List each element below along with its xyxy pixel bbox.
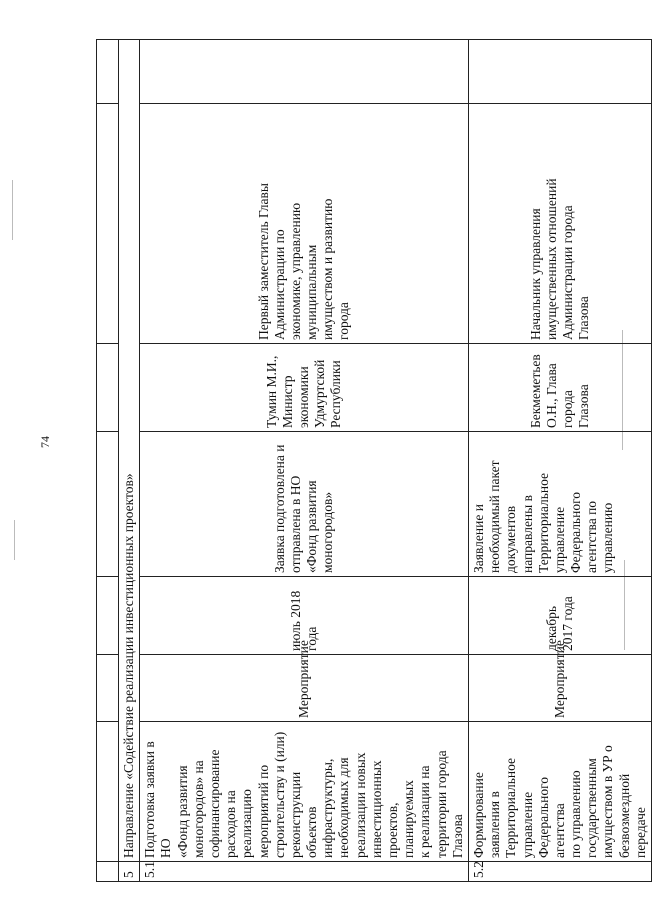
table-header-row [97,40,119,882]
row-number: 5.1 [140,862,469,882]
measure-name: Подготовка заявки в НО «Фонд развития моногородов» на софинансирование расходов на реализацию мероприятий по строительству и (или) реконструкции объектов инфраструктуры, необходимых для реализации новых инвестиционных проектов, планируемых к реализации на территории города Глазова [140,722,469,862]
empty-cell [140,40,469,104]
page-number: 74 [38,436,52,448]
section-number: 5 [119,862,140,882]
rotated-table-wrapper [96,40,648,882]
measure-type: Мероприятие [468,655,651,722]
table-row [468,40,651,882]
responsible-person: Бекмеметьев О.Н., Глава города Глазова [468,344,651,432]
expected-result: Заявка подготовлена и отправлена в НО «Фонд развития моногородов» [140,432,469,577]
executor: Первый заместитель Главы Администрации по экономике, управлению муниципальным имуществом и развитию города [140,104,469,344]
deadline: июль 2018 года [140,577,469,655]
executor: Начальник управления имущественных отношений Администрации города Глазова [468,104,651,344]
section-direction: Направление «Содействие реализации инвестиционных проектов» [119,40,140,862]
scan-speck [14,520,15,560]
header-cell [97,344,119,432]
row-number: 5.2 [468,862,651,882]
header-cell [97,432,119,577]
section-row [119,40,140,882]
deadline: декабрь 2017 года [468,577,651,655]
header-cell [97,577,119,655]
header-cell [97,655,119,722]
header-cell [97,722,119,862]
table-row [140,40,469,882]
header-cell [97,40,119,104]
action-plan-table [96,39,652,882]
expected-result: Заявление и необходимый пакет документов направлены в Территориальное управление Федерального агентства по управлению [468,432,651,577]
measure-type: Мероприятие [140,655,469,722]
responsible-person: Тумин М.И., Министр экономики Удмуртской Республики [140,344,469,432]
header-cell [97,104,119,344]
measure-name: Формирование заявления в Территориальное управление Федерального агентства по управлению государственным имуществом в УР о безвозмездной передаче [468,722,651,862]
scan-speck [12,180,13,240]
empty-cell [468,40,651,104]
header-cell [97,862,119,882]
